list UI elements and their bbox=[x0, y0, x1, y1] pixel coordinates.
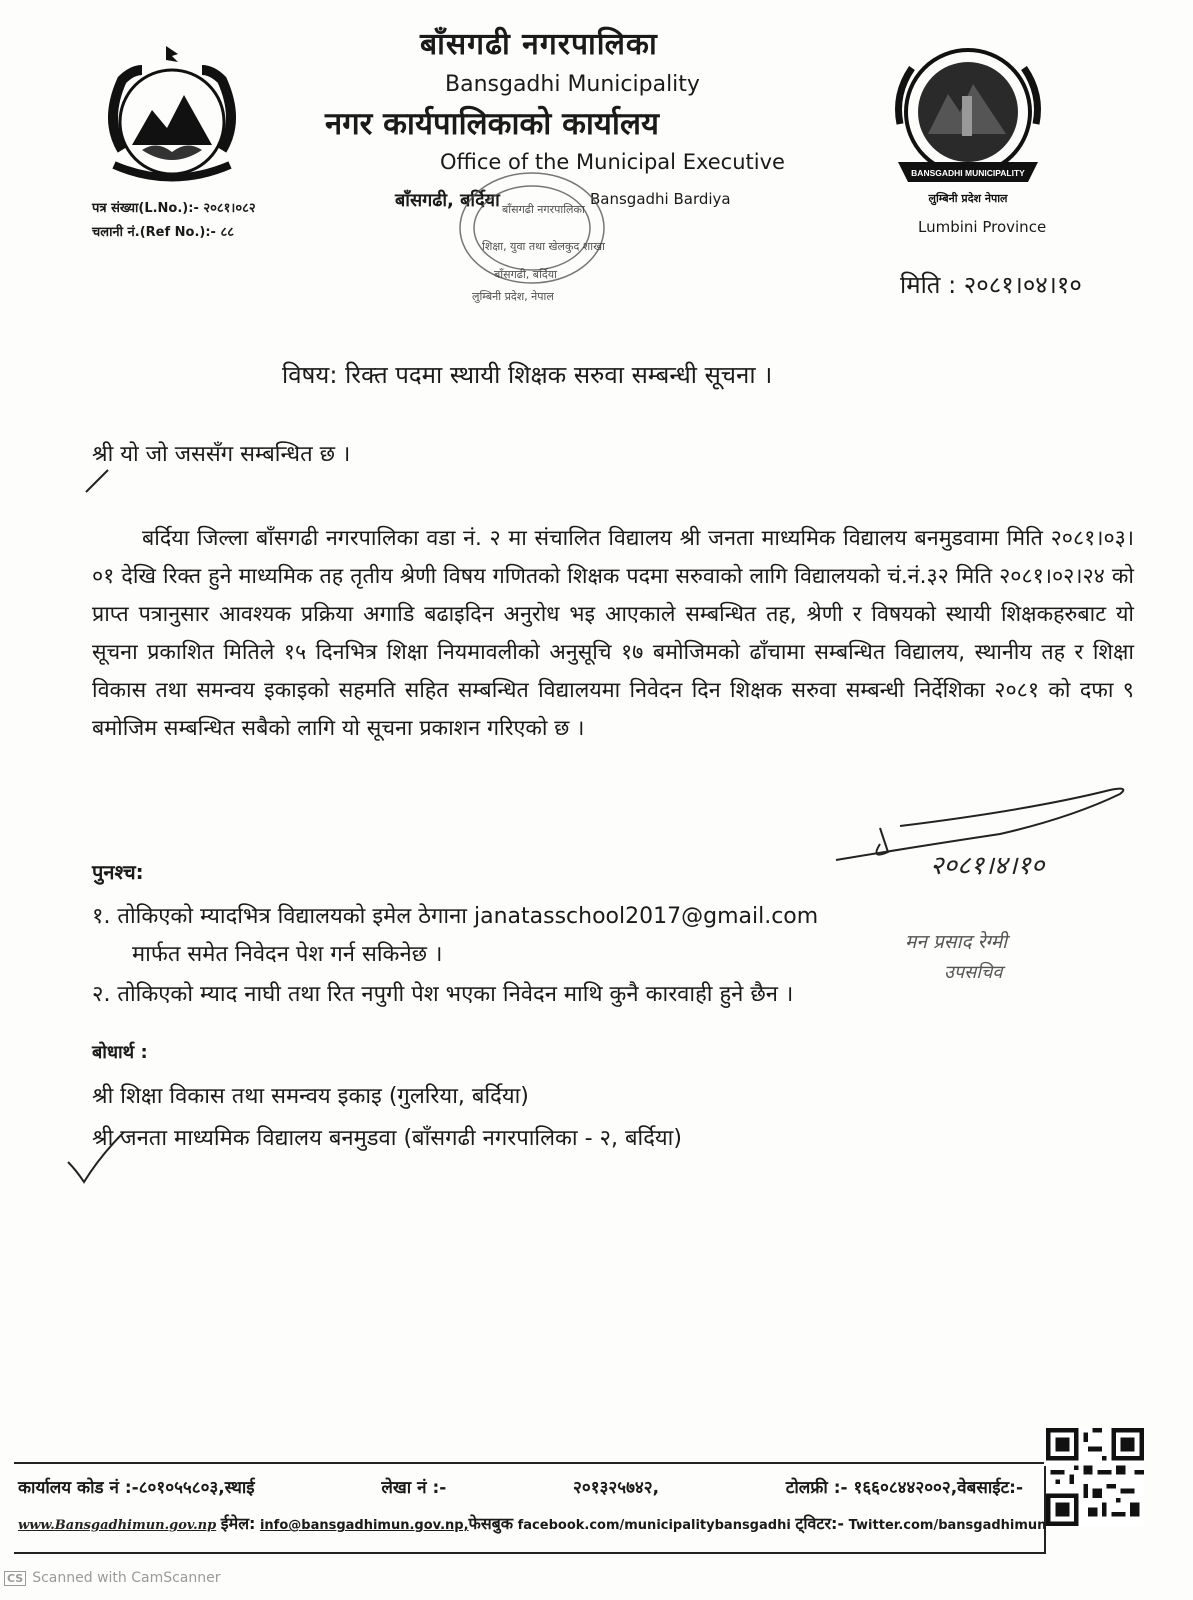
postscript-item-2: २. तोकिएको म्याद नाघी तथा रित नपुगी पेश भएका निवेदन माथि कुनै कारवाही हुने छैन । bbox=[92, 982, 794, 1007]
logo-subtext: लुम्बिनी प्रदेश नेपाल bbox=[928, 192, 1008, 205]
check-mark-icon bbox=[60, 1126, 130, 1186]
scanner-watermark bbox=[4, 1570, 221, 1586]
signature-date: २०८१।४।१० bbox=[930, 851, 1045, 881]
logo-banner-text: BANSGADHI MUNICIPALITY bbox=[911, 168, 1025, 178]
address-ne: बाँसगढी, बर्दिया bbox=[395, 190, 500, 211]
camscanner-badge: CS bbox=[4, 1571, 26, 1586]
municipality-name-en: Bansgadhi Municipality bbox=[445, 72, 700, 97]
signatory-title: उपसचिव bbox=[944, 962, 1003, 983]
camscanner-text: Scanned with CamScanner bbox=[32, 1570, 221, 1586]
pan-number: २०१३२५७४२, bbox=[573, 1478, 660, 1498]
stamp-line2: शिक्षा, युवा तथा खेलकुद शाखा bbox=[482, 240, 605, 253]
postscript-item-1: १. तोकिएको म्यादभित्र विद्यालयको इमेल ठेगाना janatasschool2017@gmail.com bbox=[92, 904, 819, 929]
footer-line-2 bbox=[18, 1512, 1046, 1534]
signature-scribble bbox=[830, 782, 1130, 882]
cc-label: बोधार्थ : bbox=[92, 1042, 148, 1063]
letter-addressee: श्री यो जो जससँग सम्बन्धित छ । bbox=[92, 442, 351, 467]
website-link[interactable]: www.Bansgadhimun.gov.np bbox=[18, 1518, 217, 1533]
letter-number: पत्र संख्या(L.No.):- २०८१।०८२ bbox=[92, 201, 256, 216]
facebook-link[interactable]: facebook.com/municipalitybansgadhi bbox=[517, 1518, 791, 1533]
twitter-link[interactable]: Twitter.com/bansgadhimun bbox=[848, 1518, 1047, 1533]
letter-date: मिति : २०८१।०४।१० bbox=[900, 271, 1082, 299]
footer-divider bbox=[14, 1462, 1044, 1464]
province-label: Lumbini Province bbox=[918, 218, 1047, 236]
letter-body-text: बर्दिया जिल्ला बाँसगढी नगरपालिका वडा नं. २ मा संचालित विद्यालय श्री जनता माध्यमिक विद्यालय बनमुडवामा मिति २०८१।०३।०१ देखि रिक्त हुने माध्यमिक तह तृतीय श्रेणी विषय गणितको शिक्षक पदमा सरुवाको लागि विद्यालयको चं.नं.३२ मिति २०८१।०२।२४ को प्राप्त पत्रानुसार आवश्यक प्रक्रिया अगाडि बढाइदिन अनुरोध भइ आएकाले सम्बन्धित तह, श्रेणी र विषयको स्थायी शिक्षकहरुबाट यो सूचना प्रकाशित मितिले १५ दिनभित्र शिक्षा नियमावलीको अनुसूचि १७ बमोजिमको ढाँचामा सम्बन्धित विद्यालय, स्थानीय तह र शिक्षा विकास तथा समन्वय इकाइको सहमति सहित सम्बन्धित विद्यालयमा निवेदन दिन शिक्षक सरुवा सम्बन्धी निर्देशिका २०८१ को दफा ९ बमोजिम सम्बन्धित सबैको लागि यो सूचना प्रकाशन गरिएको छ । bbox=[92, 526, 1134, 741]
twitter-label: ट्विटर:- bbox=[795, 1514, 845, 1533]
nepal-emblem-icon bbox=[92, 40, 252, 190]
pan-label: लेखा नं :- bbox=[381, 1478, 447, 1498]
email-label: ईमेल: bbox=[220, 1514, 256, 1533]
facebook-label: फेसबुक bbox=[468, 1514, 514, 1533]
letter-body bbox=[92, 520, 1134, 748]
municipality-logo-icon bbox=[888, 34, 1048, 212]
reference-number: चलानी नं.(Ref No.):- ८८ bbox=[92, 225, 234, 240]
stamp-line1: बाँसगढी नगरपालिका bbox=[502, 203, 585, 216]
official-stamp bbox=[432, 168, 632, 318]
office-code: कार्यालय कोड नं :-८०१०५५८०३,स्थाई bbox=[18, 1478, 255, 1498]
qr-code-icon bbox=[1046, 1428, 1144, 1526]
signatory-name: मन प्रसाद रेग्मी bbox=[905, 931, 1008, 953]
tick-mark bbox=[84, 468, 114, 494]
letter-subject: विषय: रिक्त पदमा स्थायी शिक्षक सरुवा सम्बन्धी सूचना । bbox=[282, 361, 773, 389]
footer-line-1 bbox=[18, 1475, 1023, 1498]
municipality-name-ne: बाँसगढी नगरपालिका bbox=[420, 27, 658, 62]
stamp-line3: बाँसगढी, बर्दिया bbox=[494, 268, 557, 281]
office-name-en: Office of the Municipal Executive bbox=[440, 150, 785, 174]
postscript-item-1-continued: मार्फत समेत निवेदन पेश गर्न सकिनेछ । bbox=[132, 942, 443, 967]
cc-item-2: श्री जनता माध्यमिक विद्यालय बनमुडवा (बाँसगढी नगरपालिका - २, बर्दिया) bbox=[92, 1126, 682, 1151]
stamp-line4: लुम्बिनी प्रदेश, नेपाल bbox=[472, 290, 554, 303]
postscript-label: पुनश्च: bbox=[92, 860, 144, 884]
address-en: Bansgadhi Bardiya bbox=[590, 190, 731, 208]
tollfree-number: टोलफ्री :- १६६०८४४२००२,वेबसाईट:- bbox=[785, 1478, 1023, 1498]
cc-item-1: श्री शिक्षा विकास तथा समन्वय इकाइ (गुलरिया, बर्दिया) bbox=[92, 1084, 529, 1109]
email-link[interactable]: info@bansgadhimun.gov.np, bbox=[259, 1518, 469, 1533]
office-name-ne: नगर कार्यपालिकाको कार्यालय bbox=[325, 106, 659, 142]
